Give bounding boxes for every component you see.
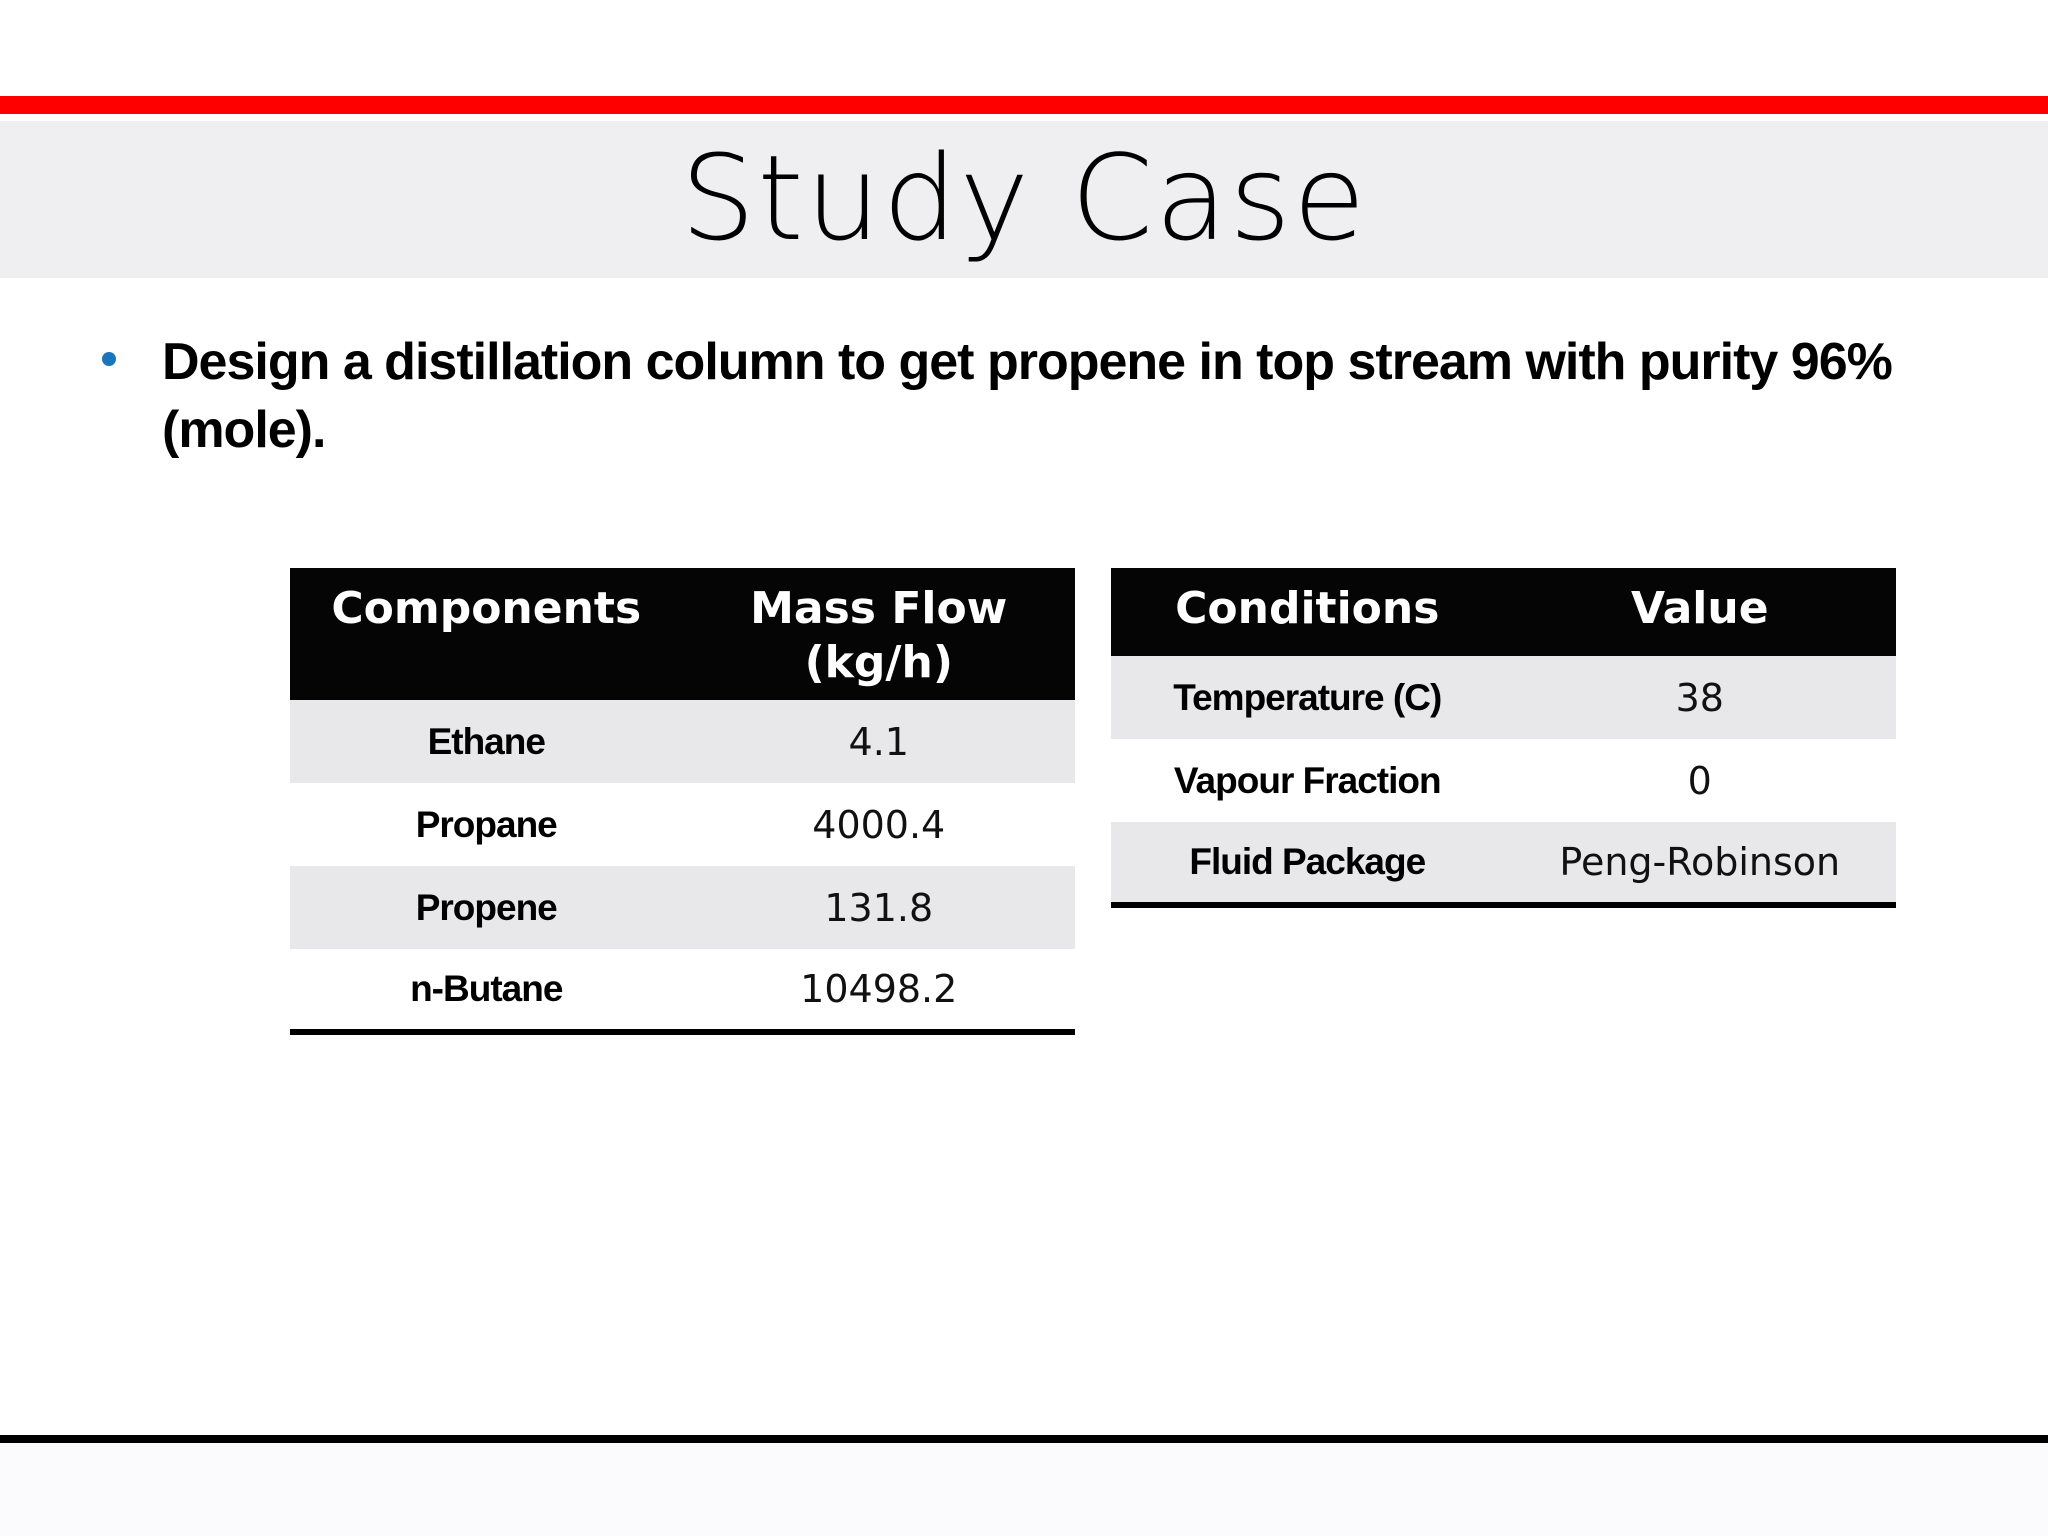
bullet-text: Design a distillation column to get propene in top stream with purity 96% (mole). — [162, 333, 1892, 459]
header-mass-flow: Mass Flow (kg/h) — [683, 568, 1076, 700]
table-header-row — [290, 568, 1075, 700]
component-name: n-Butane — [290, 949, 683, 1032]
mass-flow-value: 4000.4 — [812, 802, 946, 847]
condition-value: 0 — [1687, 758, 1712, 803]
header-components: Components — [290, 568, 683, 700]
table-row — [290, 949, 1075, 1032]
header-conditions: Conditions — [1111, 568, 1504, 656]
component-name: Propane — [415, 803, 557, 845]
top-accent-bar — [0, 96, 2048, 114]
condition-name: Vapour Fraction — [1173, 759, 1441, 801]
footer-divider — [0, 1435, 2048, 1443]
table-row — [290, 866, 1075, 949]
feed-components-table — [290, 568, 1075, 1035]
slide-title: Study Case — [680, 129, 1368, 267]
footer-band — [0, 1443, 2048, 1536]
table-row — [1111, 822, 1896, 905]
table-row — [1111, 739, 1896, 822]
mass-flow-value: 10498.2 — [683, 949, 1076, 1032]
component-name: Propene — [290, 866, 683, 949]
bullet-dot-icon — [102, 352, 116, 366]
table-row — [1111, 656, 1896, 739]
header-value: Value — [1504, 568, 1897, 656]
mass-flow-value: 131.8 — [683, 866, 1076, 949]
table-row — [290, 783, 1075, 866]
condition-value: Peng-Robinson — [1504, 822, 1897, 905]
component-name: Ethane — [290, 700, 683, 783]
table-row — [290, 700, 1075, 783]
mass-flow-value: 4.1 — [683, 700, 1076, 783]
condition-value: 38 — [1504, 656, 1897, 739]
table-header-row — [1111, 568, 1896, 656]
condition-name: Fluid Package — [1111, 822, 1504, 905]
conditions-table — [1111, 568, 1896, 908]
condition-name: Temperature (C) — [1111, 656, 1504, 739]
